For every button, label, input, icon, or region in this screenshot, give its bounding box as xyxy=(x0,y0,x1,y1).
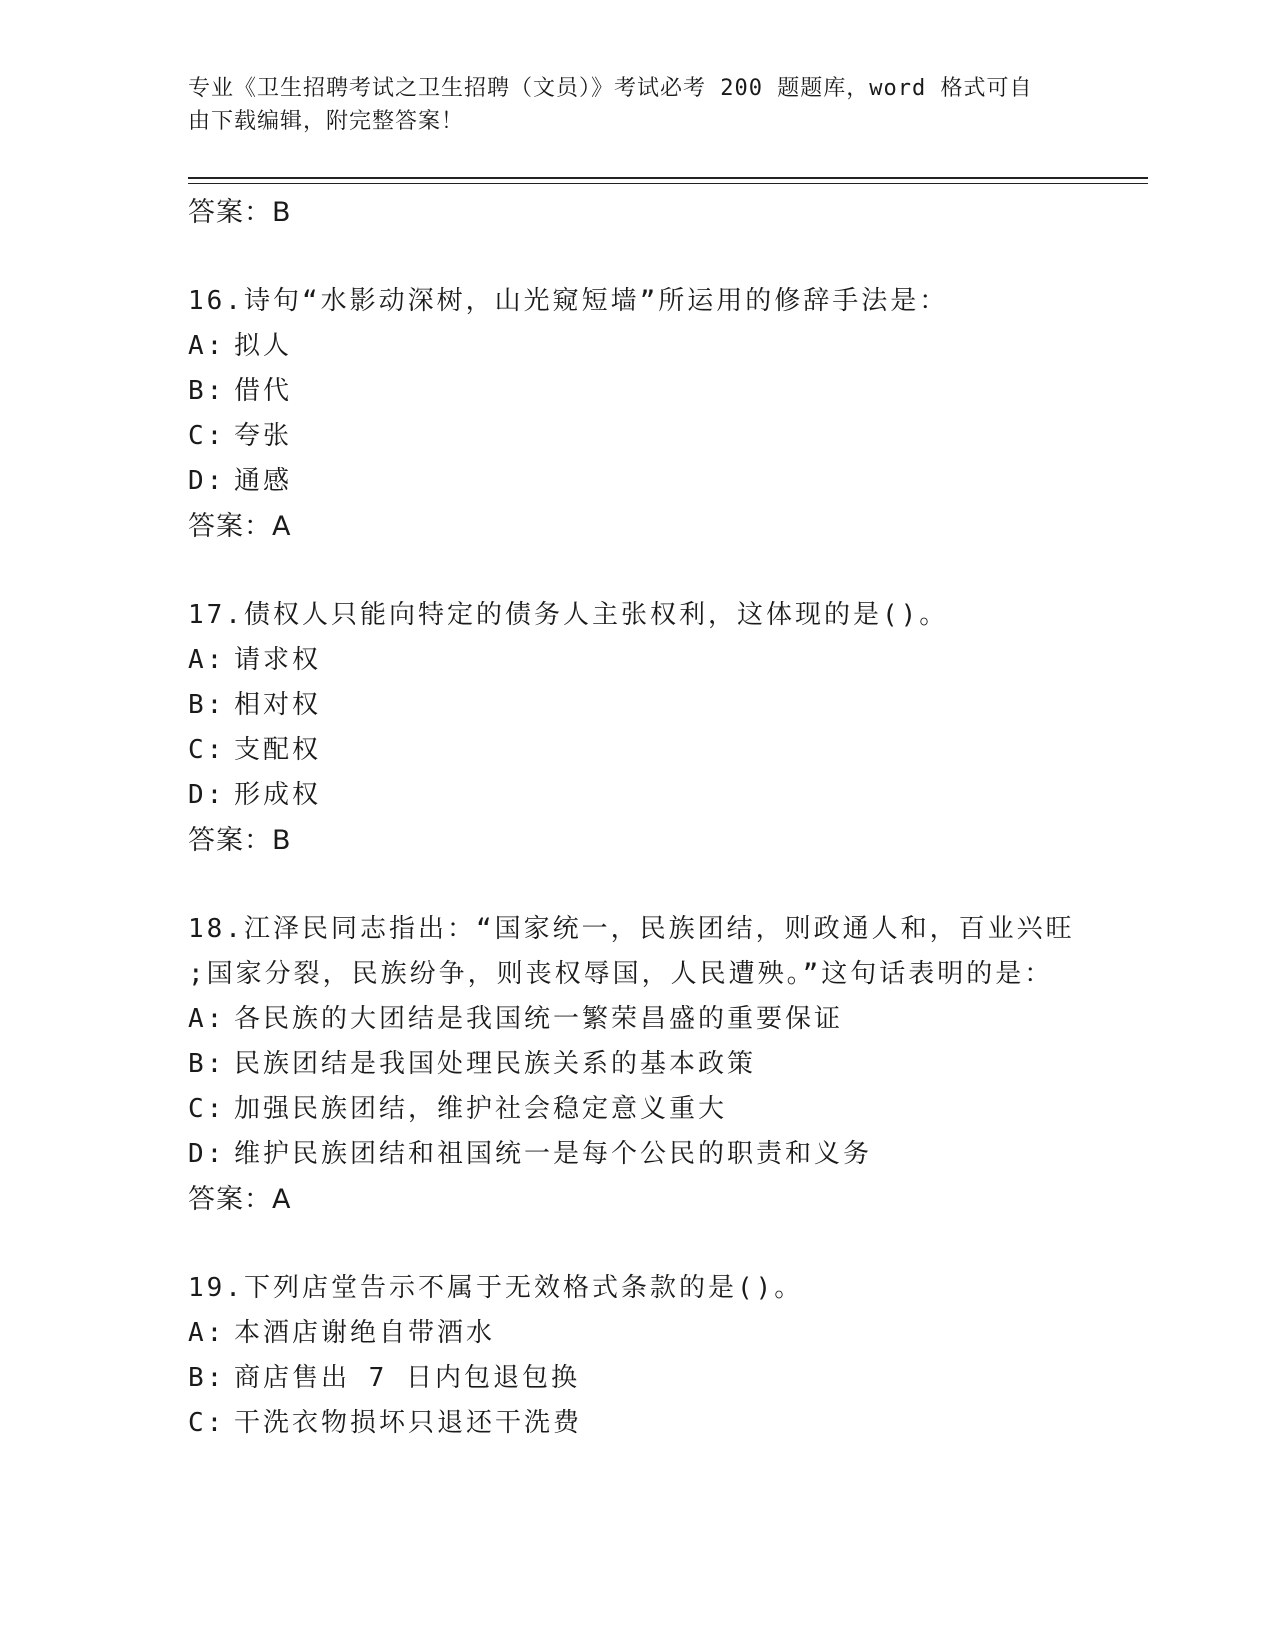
option-text: 借代 xyxy=(234,376,293,406)
option-text: 通感 xyxy=(234,466,293,496)
header-divider-thin xyxy=(188,183,1148,184)
option-label: C: xyxy=(188,421,226,451)
option-label: A: xyxy=(188,1004,226,1034)
question-stem: 17.债权人只能向特定的债务人主张权利，这体现的是()。 xyxy=(188,600,949,630)
option-label: C: xyxy=(188,735,226,765)
option-text: 请求权 xyxy=(234,645,322,675)
answer-line: 答案：A xyxy=(188,511,292,542)
header-divider-thick xyxy=(188,177,1148,179)
option-b xyxy=(188,1356,1148,1401)
answer-line: 答案：B xyxy=(188,825,292,856)
option-label: D: xyxy=(188,466,226,496)
option-label: B: xyxy=(188,376,226,406)
option-text: 民族团结是我国处理民族关系的基本政策 xyxy=(234,1049,757,1079)
option-text: 支配权 xyxy=(234,735,322,765)
option-text: 夸张 xyxy=(234,421,293,451)
option-label: A: xyxy=(188,331,226,361)
option-label: D: xyxy=(188,1139,226,1169)
question-stem: 19.下列店堂告示不属于无效格式条款的是()。 xyxy=(188,1273,804,1303)
header-line-2: 由下载编辑，附完整答案！ xyxy=(188,109,465,134)
option-b xyxy=(188,369,1148,414)
option-a xyxy=(188,1311,1148,1356)
option-text: 各民族的大团结是我国统一繁荣昌盛的重要保证 xyxy=(234,1004,844,1034)
option-b xyxy=(188,1042,1148,1087)
option-c xyxy=(188,414,1148,459)
option-text: 形成权 xyxy=(234,780,322,810)
question-17 xyxy=(188,593,1148,863)
question-stem-line-2: ;国家分裂，民族纷争，则丧权辱国，人民遭殃。”这句话表明的是： xyxy=(188,959,1054,989)
document-header xyxy=(188,72,1088,138)
option-text: 相对权 xyxy=(234,690,322,720)
question-16 xyxy=(188,279,1148,549)
option-text: 维护民族团结和祖国统一是每个公民的职责和义务 xyxy=(234,1139,873,1169)
option-a xyxy=(188,997,1148,1042)
option-label: B: xyxy=(188,690,226,720)
question-list xyxy=(188,190,1148,1446)
question-stem-line-1: 18.江泽民同志指出：“国家统一，民族团结，则政通人和，百业兴旺 xyxy=(188,914,1075,944)
option-text: 拟人 xyxy=(234,331,293,361)
option-a xyxy=(188,638,1148,683)
answer-line: 答案：B xyxy=(188,197,292,228)
option-d xyxy=(188,459,1148,504)
option-label: C: xyxy=(188,1094,226,1124)
option-text: 商店售出 7 日内包退包换 xyxy=(234,1363,580,1393)
option-a xyxy=(188,324,1148,369)
option-label: A: xyxy=(188,645,226,675)
option-text: 干洗衣物损坏只退还干洗费 xyxy=(234,1408,583,1438)
option-text: 本酒店谢绝自带酒水 xyxy=(234,1318,496,1348)
option-c xyxy=(188,1087,1148,1132)
question-19 xyxy=(188,1266,1148,1446)
option-d xyxy=(188,1132,1148,1177)
option-c xyxy=(188,728,1148,773)
option-label: B: xyxy=(188,1049,226,1079)
question-stem: 16.诗句“水影动深树，山光窥短墙”所运用的修辞手法是： xyxy=(188,286,949,316)
option-label: D: xyxy=(188,780,226,810)
option-label: A: xyxy=(188,1318,226,1348)
option-c xyxy=(188,1401,1148,1446)
option-d xyxy=(188,773,1148,818)
answer-line: 答案：A xyxy=(188,1184,292,1215)
header-line-1: 专业《卫生招聘考试之卫生招聘（文员）》考试必考 200 题题库，word 格式可自 xyxy=(188,76,1033,101)
option-text: 加强民族团结，维护社会稳定意义重大 xyxy=(234,1094,728,1124)
option-label: C: xyxy=(188,1408,226,1438)
question-18 xyxy=(188,907,1148,1222)
option-label: B: xyxy=(188,1363,226,1393)
option-b xyxy=(188,683,1148,728)
